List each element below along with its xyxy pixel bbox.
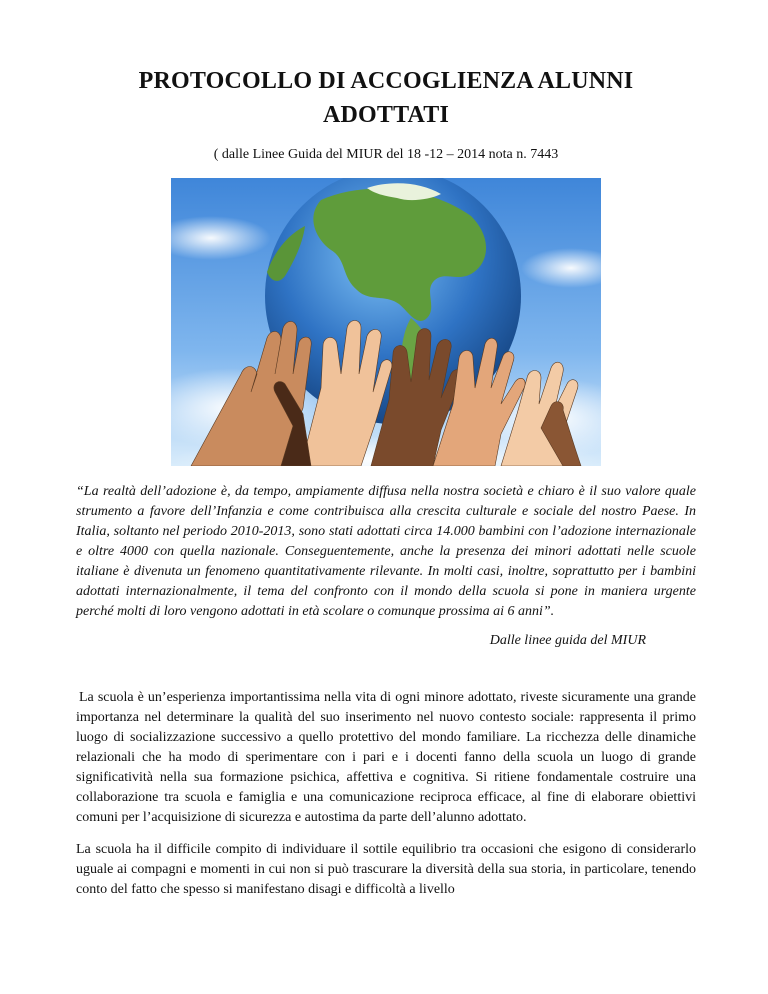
quote-source: Dalle linee guida del MIUR bbox=[489, 633, 646, 648]
document-title: PROTOCOLLO DI ACCOGLIENZA ALUNNI ADOTTATI bbox=[138, 68, 634, 128]
miur-quote: “La realtà dell’adozione è, da tempo, ampiamente diffusa nella nostra società e chiaro è il suo valore quale strumento a favore dell’Infanzia e come contribuisca alla crescita culturale e sociale del nostro Paese. In Italia, soltanto nel periodo 2010-2013, sono stati adottati circa 14.000 bambini con l’adozione internazionale e oltre 4000 con quella nazionale. Conseguentemente, anche la presenza dei minori adottati nelle scuole italiane è divenuta un fenomeno quantitativamente rilevante. In molti casi, inoltre, soprattutto per i bambini adottati internazionalmente, il tema del confronto con il mondo della scuola si pone in maniera urgente perché molti di loro vengono adottati in età scolare o comunque prossima ai 6 anni”. bbox=[76, 484, 696, 619]
document-subtitle: ( dalle Linee Guida del MIUR del 18 -12 – 2014 nota n. 7443 bbox=[213, 147, 559, 162]
body-paragraph-1: La scuola è un’esperienza importantissima nella vita di ogni minore adottato, riveste sicuramente una grande importanza nel determinare la qualità del suo inserimento nel nuovo contesto sociale: rappresenta il primo luogo di socializzazione successivo a quello protettivo del mondo familiare. La ricchezza delle dinamiche relazionali che ha modo di sperimentare con i pari e i docenti fanno della scuola un luogo di grande significatività nella sua formazione psichica, affettiva e cognitiva. Si ritiene fondamentale costruire una collaborazione tra scuola e famiglia e una comunicazione reciproca efficace, al fine di elaborare obiettivi comuni per l’acquisizione di sicurezza e autostima da parte dell’alunno adottato. bbox=[76, 690, 696, 825]
globe-with-hands-image bbox=[171, 178, 601, 466]
body-paragraph-2: La scuola ha il difficile compito di individuare il sottile equilibrio tra occasioni che esigono di considerarlo uguale ai compagni e momenti in cui non si può trascurare la diversità della sua storia, in particolare, tenendo conto del fatto che spesso si manifestano disagi e difficoltà a livello bbox=[76, 842, 696, 897]
